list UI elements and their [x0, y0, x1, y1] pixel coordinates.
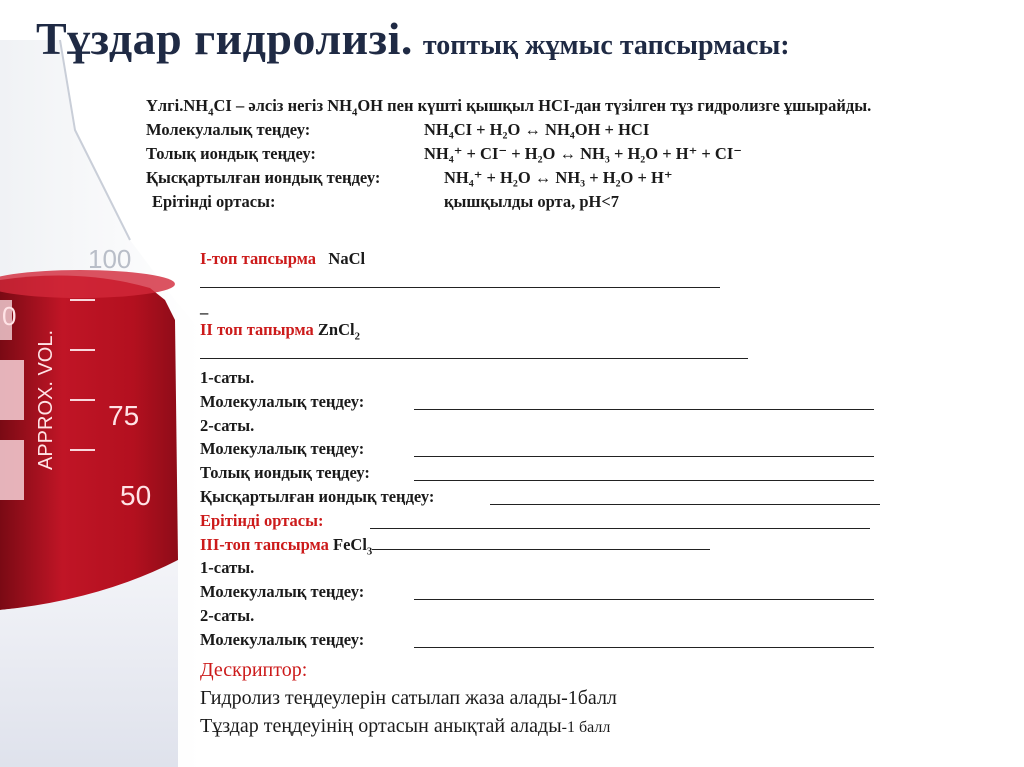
short-ionic-row — [146, 166, 954, 190]
group2-heading: II топ тапырма ZnCl$_2$ — [200, 320, 360, 343]
group3-step1-molecular — [200, 580, 900, 604]
answer-blank[interactable] — [490, 489, 880, 505]
group3-heading: III-топ тапсырма FeCl$_3$ — [200, 533, 900, 557]
group2-medium — [200, 509, 900, 533]
group1-answer-line[interactable] — [200, 271, 900, 295]
group3-salt: FeCl — [333, 534, 367, 554]
molecular-eq: NH₄CI + H₂O ↔ NH₄OH + HCI — [424, 120, 650, 139]
group3-label: III-топ тапсырма — [200, 534, 329, 554]
beaker-label-75: 75 — [108, 400, 140, 431]
group2-salt: ZnCl — [317, 320, 355, 340]
short-ionic-eq: NH₄⁺ + H₂O ↔ NH₃ + H₂O + H⁺ — [444, 168, 673, 187]
medium-label: Ерітінді ортасы: — [200, 510, 324, 530]
group3-step2: 2-саты. — [200, 605, 255, 625]
short-ionic-label: Қысқартылған иондық теңдеу: — [146, 168, 381, 187]
intro-mid: CI – әлсіз негіз NH — [213, 96, 352, 115]
descriptor-line1: Гидролиз теңдеулерін сатылап жаза алады-1балл — [200, 687, 617, 709]
full-ionic-eq: NH₄⁺ + CI⁻ + H₂O ↔ NH₃ + H₂O + H⁺ + CI⁻ — [424, 144, 742, 163]
molecular-label: Молекулалық теңдеу: — [200, 582, 365, 602]
group2-full-ionic — [200, 461, 900, 485]
group1-label: I-топ тапсырма — [200, 249, 317, 268]
title-sub: топтық жұмыс тапсырмасы: — [422, 30, 790, 61]
example-block — [146, 94, 954, 214]
medium-label: Ерітінді ортасы: — [152, 192, 276, 211]
group2-step2: 2-саты. — [200, 415, 255, 435]
group2-answer-line[interactable] — [200, 342, 900, 366]
descriptor-header: Дескриптор: — [200, 659, 308, 681]
example-intro — [146, 94, 954, 118]
descriptor-line2-main: Тұздар теңдеуінің ортасын анықтай алады — [200, 715, 562, 737]
group3-step1: 1-саты. — [200, 558, 255, 578]
group1-answer-dash[interactable]: _ — [200, 296, 209, 316]
group1-salt: NaCl — [328, 249, 366, 268]
answer-blank[interactable] — [414, 584, 874, 600]
molecular-label: Молекулалық теңдеу: — [200, 629, 365, 649]
beaker-label-approx-vol: APPROX. VOL. — [35, 329, 57, 470]
svg-text:0: 0 — [2, 301, 17, 331]
intro-sub1: 4 — [208, 106, 214, 119]
intro-rest: OH пен күшті қышқыл HCI-дан түзілген тұз гидролизге ұшырайды. — [357, 96, 872, 115]
molecular-label: Молекулалық теңдеу: — [200, 391, 365, 411]
answer-blank[interactable] — [370, 513, 870, 529]
group3-step2-molecular — [200, 628, 900, 652]
descriptor-line2 — [200, 712, 617, 742]
tasks-block — [200, 247, 900, 652]
full-ionic-row — [146, 142, 954, 166]
short-ionic-label: Қысқартылған иондық теңдеу: — [200, 486, 435, 506]
descriptor-line2-score: -1 балл — [561, 719, 611, 736]
medium-row — [146, 190, 954, 214]
molecular-row — [146, 118, 954, 142]
beaker-label-100: 100 — [88, 244, 132, 274]
answer-blank[interactable] — [372, 534, 710, 550]
group2-label: II топ тапырма — [200, 320, 314, 340]
intro-sub2: 4 — [351, 106, 358, 119]
beaker-label-50: 50 — [120, 480, 152, 511]
medium-value: қышқылды орта, pH<7 — [444, 192, 619, 211]
group1-heading — [200, 247, 900, 271]
answer-blank[interactable] — [414, 465, 874, 481]
answer-blank[interactable] — [414, 394, 874, 410]
group2-step1-molecular — [200, 390, 900, 414]
full-ionic-label: Толық иондық теңдеу: — [200, 463, 370, 483]
group2-short-ionic — [200, 485, 900, 509]
molecular-label: Молекулалық теңдеу: — [200, 439, 365, 459]
molecular-label: Молекулалық теңдеу: — [146, 120, 311, 139]
page-title — [36, 12, 790, 65]
descriptor-block — [200, 656, 617, 742]
full-ionic-label: Толық иондық теңдеу: — [146, 144, 316, 163]
title-main: Тұздар гидролизі. — [36, 13, 413, 64]
group2-step1: 1-саты. — [200, 367, 255, 387]
answer-blank[interactable] — [414, 441, 874, 457]
group2-step2-molecular — [200, 437, 900, 461]
intro-prefix: Үлгі.NH — [146, 96, 209, 115]
answer-blank[interactable] — [414, 632, 874, 648]
